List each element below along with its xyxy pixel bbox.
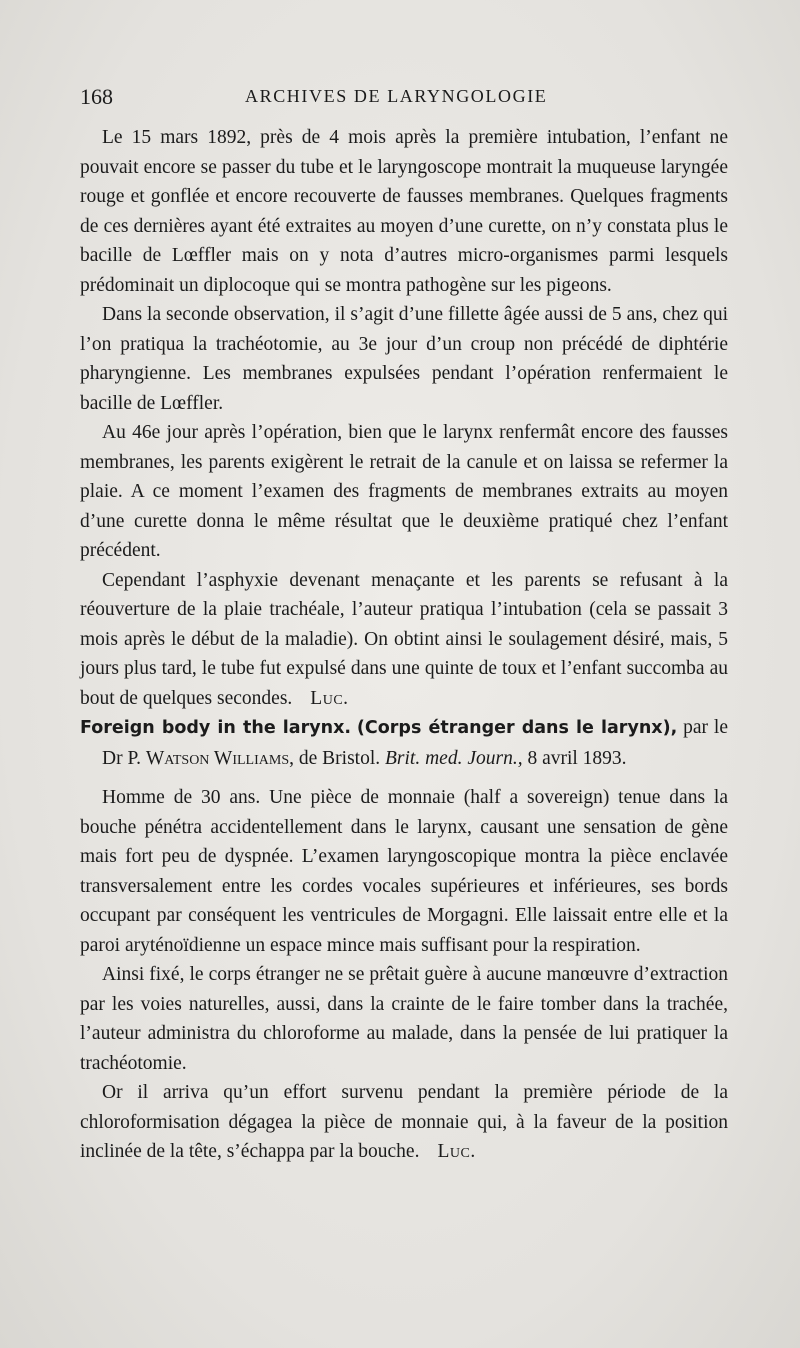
author-name: Watson Williams, (145, 747, 294, 769)
signature: Luc. (437, 1141, 476, 1162)
article-by: par le (683, 717, 728, 738)
author-prefix: Dr P. (102, 747, 142, 769)
paragraph-text: Cependant l’asphyxie devenant menaçante et les parents se refusant à la réouverture de la plaie trachéale, l’auteur pratiqua l’intubation (cela se passait 3 mois après le début de la maladie). On obtint ainsi le soulagement désiré, mais, 5 jours plus tard, le tube fut expulsé dans une quinte de toux et l’enfant succomba au bout de quelques secondes. (80, 569, 728, 709)
text-block (80, 123, 728, 1167)
signature: Luc. (310, 687, 349, 709)
paragraph (80, 1078, 728, 1167)
paragraph: Le 15 mars 1892, près de 4 mois après la première intubation, l’enfant ne pouvait encore se passer du tube et le laryngoscope montrait la muqueuse laryngée rouge et gonflée et encore recouverte de fausses membranes. Quelques fragments de ces dernières ayant été extraites au moyen d’une curette, on n’y constata plus le bacille de Lœffler mais on y nota d’autres micro-organismes parmi lesquels prédominait un diplocoque qui se montra pathogène sur les pigeons. (80, 127, 728, 296)
paragraph: Ainsi fixé, le corps étranger ne se prêtait guère à aucune manœuvre d’extraction par les voies naturelles, aussi, dans la crainte de le faire tomber dans la trachée, l’auteur administra du chloroforme au malade, dans la pensée de lui pratiquer la trachéotomie. (80, 964, 728, 1074)
running-head (80, 84, 735, 114)
source-journal: Brit. med. Journ., (385, 747, 523, 769)
paragraph (80, 566, 728, 714)
page-number: 168 (80, 84, 113, 109)
journal-title: ARCHIVES DE LARYNGOLOGIE (245, 86, 548, 106)
author-place: de Bristol. (298, 747, 381, 769)
article-title-en: Foreign body in the larynx. (80, 718, 352, 738)
paragraph-text: Or il arriva qu’un effort survenu pendant la première période de la chloroformisation dégagea la pièce de monnaie qui, à la faveur de la position inclinée de la tête, s’échappa par la bouche. (80, 1082, 728, 1162)
article-heading (80, 713, 728, 773)
source-date: 8 avril 1893. (527, 747, 627, 769)
paragraph: Homme de 30 ans. Une pièce de monnaie (half a sovereign) tenue dans la bouche pénétra accidentellement dans le larynx, causant une sensation de gène mais fort peu de dyspnée. L’examen laryngoscopique montra la pièce enclavée transversalement entre les cordes vocales supérieures et inférieures, ses bords occupant par conséquent les ventricules de Morgagni. Elle laissait entre elle et la paroi aryténoïdienne un espace mince mais suffisant pour la respiration. (80, 787, 728, 956)
article-title-fr: (Corps étranger dans le larynx), (356, 718, 678, 738)
paragraph: Dans la seconde observation, il s’agit d’une fillette âgée aussi de 5 ans, chez qui l’on pratiqua la trachéotomie, au 3e jour d’un croup non précédé de diphtérie pharyngienne. Les membranes expulsées pendant l’opération renfermaient le bacille de Lœffler. (80, 304, 728, 414)
paragraph: Au 46e jour après l’opération, bien que le larynx renfermât encore des fausses membranes, les parents exigèrent le retrait de la canule et on laissa se refermer la plaie. A ce moment l’examen des fragments de membranes extraits au moyen d’une curette donna le même résultat que le deuxième pratiqué chez l’enfant précédent. (80, 422, 728, 561)
